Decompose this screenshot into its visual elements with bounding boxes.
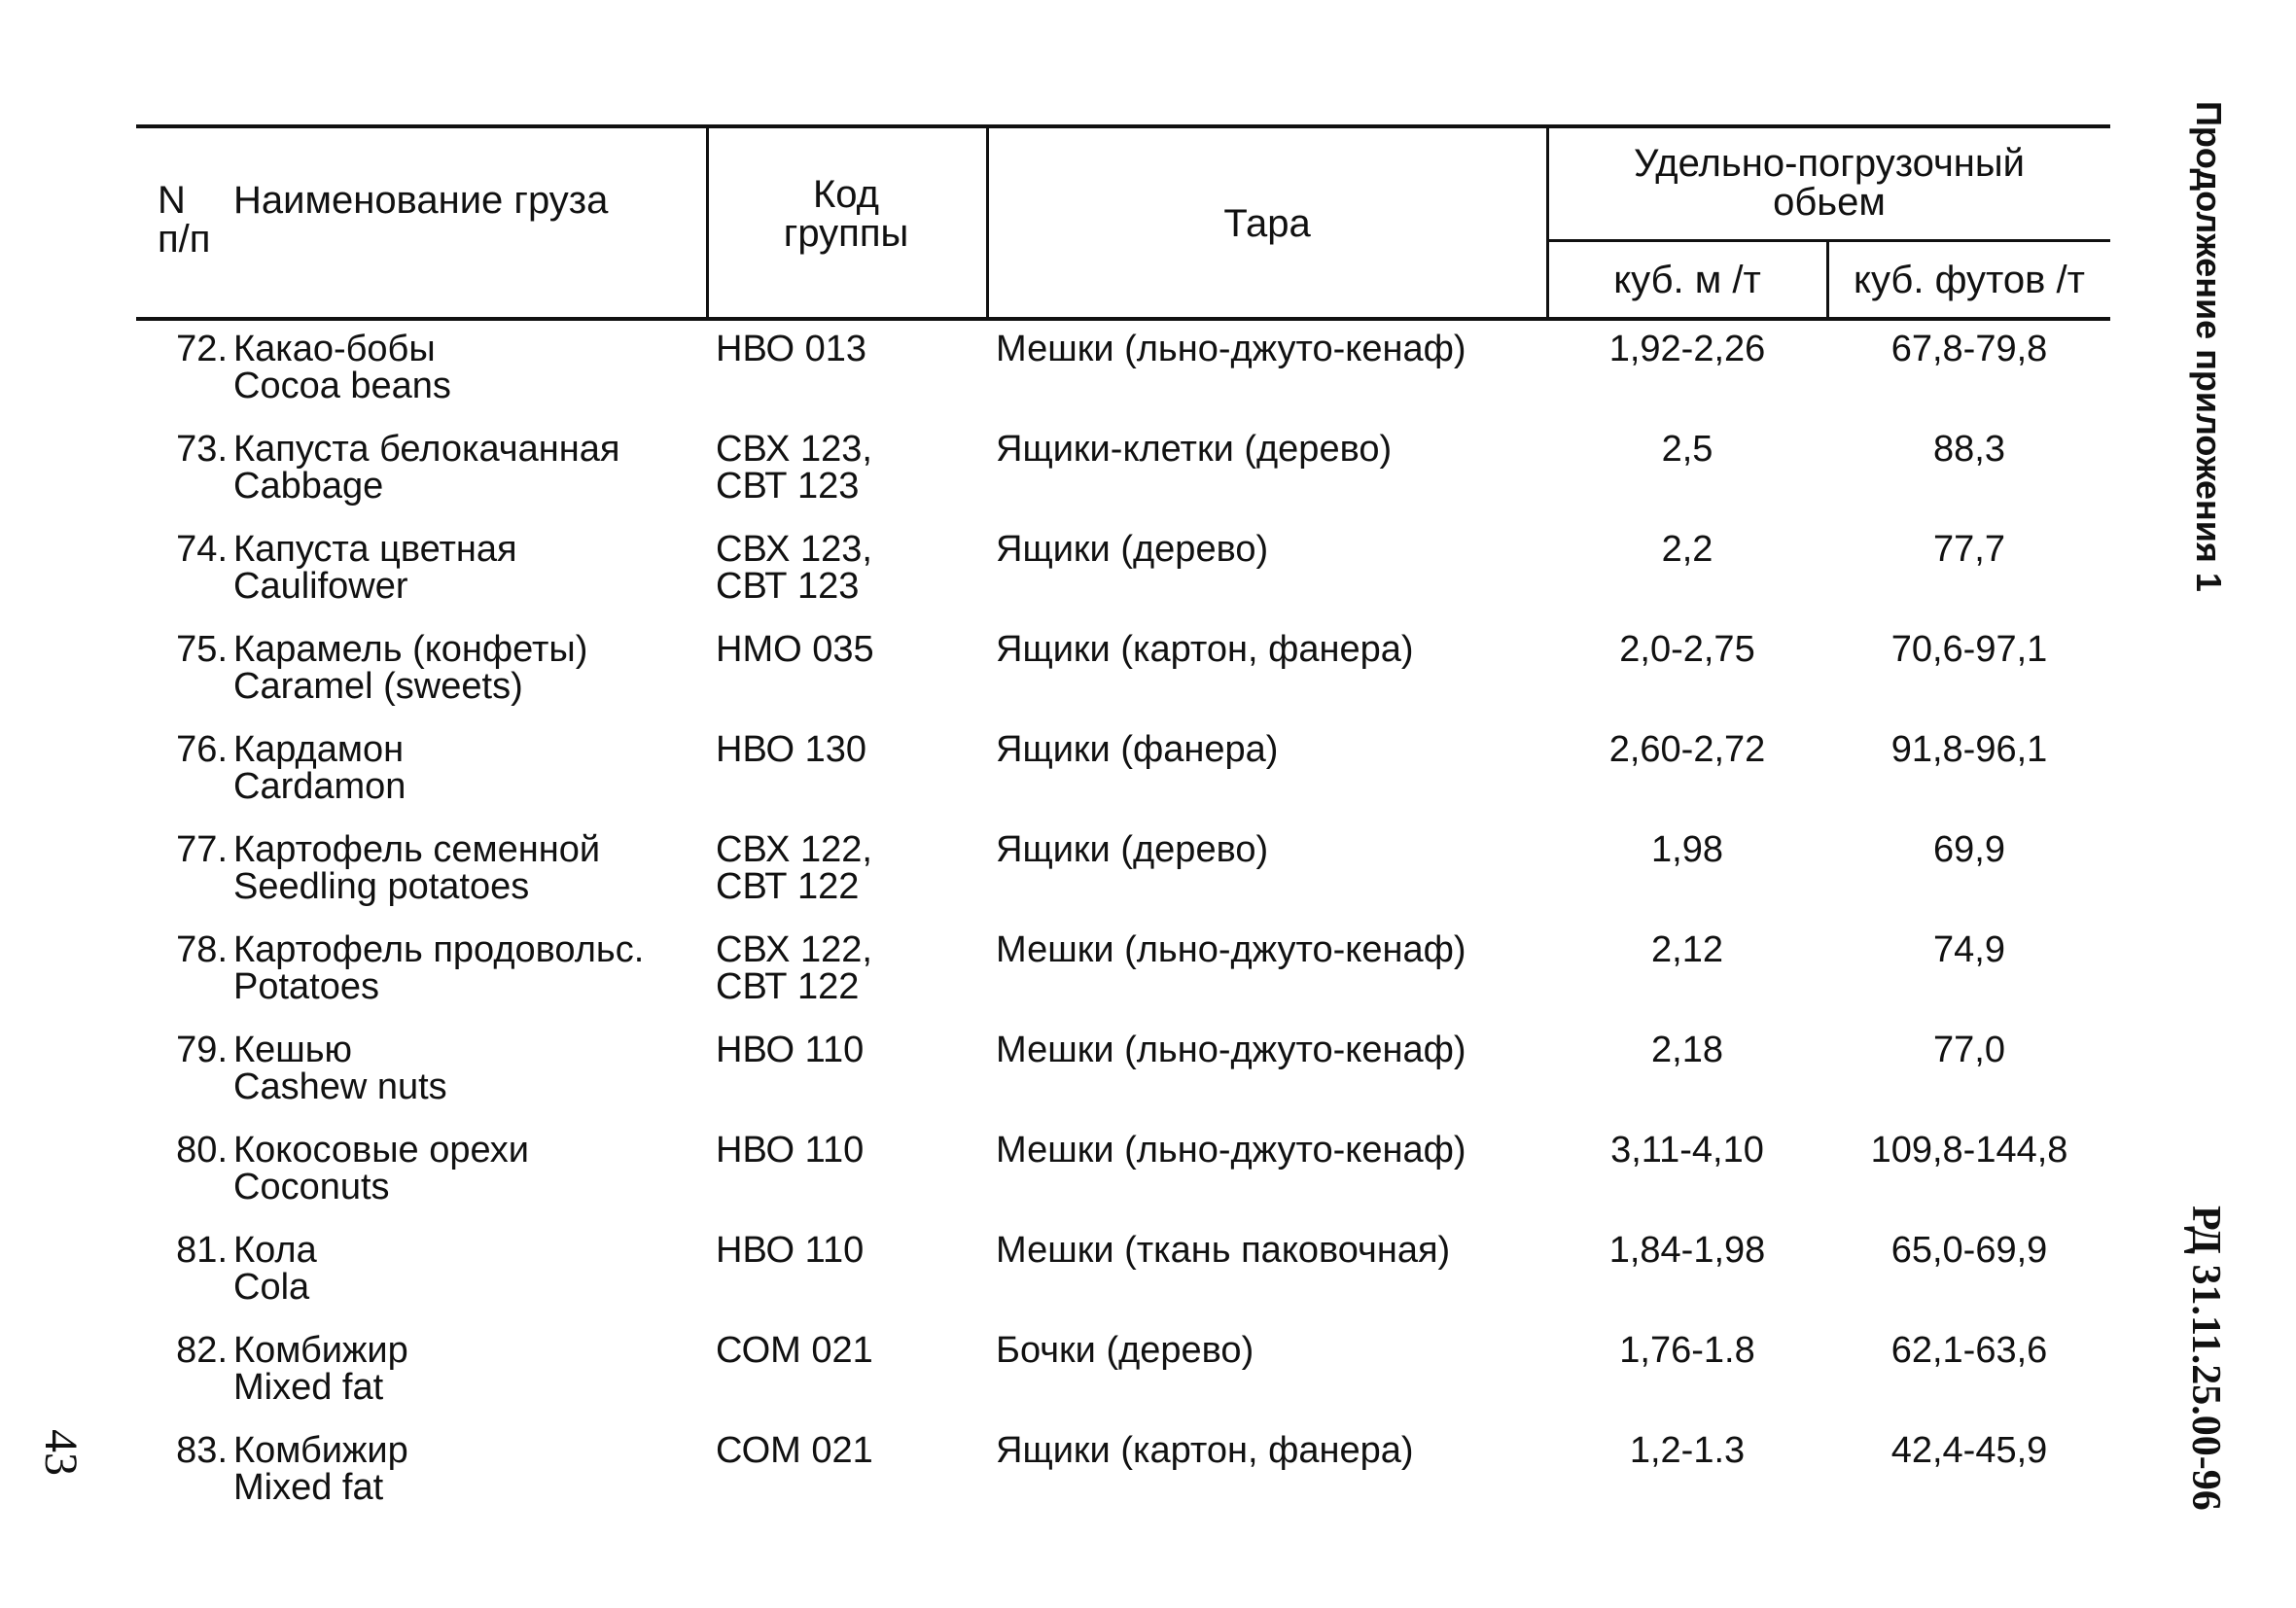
packaging: Ящики (фанера) (996, 729, 1279, 770)
group-code-line1: НМО 035 (716, 629, 874, 670)
cargo-name-english: Coconuts (233, 1167, 390, 1207)
group-code-line2: СВТ 122 (716, 966, 860, 1007)
cargo-name-english: Cabbage (233, 466, 384, 507)
cargo-name-english: Cola (233, 1267, 310, 1308)
group-code-line1: СОМ 021 (716, 1430, 873, 1471)
packaging: Ящики (дерево) (996, 829, 1269, 870)
cargo-name-russian: Картофель семенной (233, 829, 601, 870)
header-bottom-rule (136, 317, 2110, 321)
table-row (136, 531, 2110, 631)
cargo-name (233, 331, 700, 404)
group-code (716, 1432, 978, 1469)
cargo-name (233, 831, 700, 905)
header-code-line1: Код (812, 173, 879, 216)
cargo-name (233, 731, 700, 805)
header-group-code (706, 175, 986, 253)
group-code-line1: НВО 110 (716, 1130, 865, 1171)
packaging: Мешки (льно-джуто-кенаф) (996, 929, 1466, 970)
row-number: 77. (176, 829, 228, 870)
row-number: 81. (176, 1230, 228, 1271)
group-code-line1: СВХ 123, (716, 529, 872, 570)
cargo-name (233, 1132, 700, 1206)
table-row (136, 731, 2110, 831)
table-top-rule (136, 124, 2110, 128)
volume-subheader-rule (1548, 239, 2110, 242)
packaging: Мешки (ткань паковочная) (996, 1230, 1451, 1271)
group-code (716, 831, 978, 905)
group-code-line1: СВХ 123, (716, 429, 872, 470)
volume-cubic-feet: 70,6-97,1 (1890, 629, 2048, 670)
group-code (716, 1332, 978, 1369)
row-number: 76. (176, 729, 228, 770)
row-number: 83. (176, 1430, 228, 1471)
cargo-name (233, 1232, 700, 1306)
group-code (716, 1232, 978, 1269)
cargo-name-russian: Кола (233, 1230, 317, 1271)
group-code (716, 931, 978, 1005)
cargo-name (233, 631, 700, 705)
cargo-name-russian: Капуста цветная (233, 529, 517, 570)
cargo-name-english: Mixed fat (233, 1467, 384, 1508)
volume-cubic-meters: 2,5 (1661, 429, 1713, 470)
volume-cubic-meters: 1,84-1,98 (1608, 1230, 1766, 1271)
row-number: 82. (176, 1330, 228, 1371)
group-code-line2: СВТ 123 (716, 566, 860, 607)
group-code (716, 1031, 978, 1068)
packaging: Ящики (дерево) (996, 529, 1269, 570)
header-code-line2: группы (783, 212, 909, 255)
cargo-name-russian: Комбижир (233, 1330, 408, 1371)
cargo-name-english: Mixed fat (233, 1367, 384, 1408)
cargo-name-russian: Комбижир (233, 1430, 408, 1471)
table-row (136, 331, 2110, 431)
page-number: 43 (35, 1429, 87, 1476)
volume-cubic-meters: 1,92-2,26 (1608, 329, 1766, 369)
volume-cubic-meters: 1,98 (1651, 829, 1723, 870)
volume-cubic-feet: 109,8-144,8 (1870, 1130, 2068, 1171)
group-code-line1: НВО 013 (716, 329, 867, 369)
volume-cubic-feet: 77,0 (1933, 1030, 2005, 1070)
header-packaging: Тара (1223, 202, 1311, 245)
group-code-line2: СВТ 123 (716, 466, 860, 507)
table-row (136, 1132, 2110, 1232)
row-number: 79. (176, 1030, 228, 1070)
packaging: Ящики (картон, фанера) (996, 1430, 1414, 1471)
cargo-name-russian: Кешью (233, 1030, 353, 1070)
packaging: Мешки (льно-джуто-кенаф) (996, 329, 1466, 369)
header-number-line2: п/п (158, 218, 211, 261)
table-row (136, 431, 2110, 531)
volume-cubic-meters: 3,11-4,10 (1610, 1130, 1764, 1171)
header-cargo-name: Наименование груза (233, 179, 609, 222)
group-code-line1: НВО 110 (716, 1230, 865, 1271)
group-code-line1: НВО 110 (716, 1030, 865, 1070)
cargo-name (233, 1332, 700, 1406)
appendix-continuation-label: Продолжение приложения 1 (2189, 101, 2229, 592)
volume-cubic-meters: 2,0-2,75 (1619, 629, 1755, 670)
group-code-line1: НВО 130 (716, 729, 867, 770)
cargo-name (233, 431, 700, 505)
volume-cubic-feet: 91,8-96,1 (1890, 729, 2048, 770)
volume-cubic-meters: 2,60-2,72 (1608, 729, 1766, 770)
cargo-name-russian: Карамель (конфеты) (233, 629, 588, 670)
header-number-line1: N (158, 179, 186, 222)
cargo-name-english: Caulifower (233, 566, 408, 607)
cargo-name (233, 1031, 700, 1105)
row-number: 72. (176, 329, 228, 369)
group-code (716, 331, 978, 367)
packaging: Ящики (картон, фанера) (996, 629, 1414, 670)
cargo-name-english: Cashew nuts (233, 1066, 447, 1107)
table-row (136, 1031, 2110, 1132)
cargo-name-russian: Кардамон (233, 729, 405, 770)
row-number: 80. (176, 1130, 228, 1171)
group-code (716, 531, 978, 605)
row-number: 75. (176, 629, 228, 670)
packaging: Ящики-клетки (дерево) (996, 429, 1393, 470)
group-code-line1: СОМ 021 (716, 1330, 873, 1371)
volume-cubic-feet: 69,9 (1933, 829, 2005, 870)
table-row (136, 931, 2110, 1031)
cargo-name-english: Potatoes (233, 966, 379, 1007)
volume-cubic-feet: 74,9 (1933, 929, 2005, 970)
volume-cubic-meters: 1,76-1.8 (1619, 1330, 1755, 1371)
table-row (136, 1332, 2110, 1432)
volume-cubic-feet: 62,1-63,6 (1890, 1330, 2048, 1371)
volume-cubic-meters: 1,2-1.3 (1629, 1430, 1746, 1471)
packaging: Мешки (льно-джуто-кенаф) (996, 1130, 1466, 1171)
cargo-name-english: Caramel (sweets) (233, 666, 523, 707)
cargo-name-russian: Кокосовые орехи (233, 1130, 529, 1171)
volume-cubic-meters: 2,12 (1651, 929, 1723, 970)
group-code (716, 431, 978, 505)
table-row (136, 1432, 2110, 1532)
cargo-name-russian: Какао-бобы (233, 329, 436, 369)
group-code-line1: СВХ 122, (716, 929, 872, 970)
row-number: 78. (176, 929, 228, 970)
document-code: РД 31.11.25.00-96 (2183, 1206, 2228, 1511)
table-row (136, 831, 2110, 931)
cargo-name-russian: Картофель продовольс. (233, 929, 645, 970)
volume-cubic-meters: 2,18 (1651, 1030, 1723, 1070)
cargo-name (233, 531, 700, 605)
cargo-name (233, 1432, 700, 1506)
row-number: 74. (176, 529, 228, 570)
volume-cubic-feet: 77,7 (1933, 529, 2005, 570)
cargo-name-russian: Капуста белокачанная (233, 429, 620, 470)
volume-cubic-feet: 65,0-69,9 (1890, 1230, 2048, 1271)
packaging: Бочки (дерево) (996, 1330, 1254, 1371)
table-row (136, 631, 2110, 731)
cargo-name-english: Seedling potatoes (233, 866, 530, 907)
volume-cubic-feet: 42,4-45,9 (1890, 1430, 2048, 1471)
volume-cubic-feet: 67,8-79,8 (1890, 329, 2048, 369)
table-body (136, 331, 2110, 1532)
group-code (716, 731, 978, 768)
header-number (158, 181, 210, 259)
header-cubic-meters: куб. м /т (1613, 259, 1761, 301)
group-code-line2: СВТ 122 (716, 866, 860, 907)
packaging: Мешки (льно-джуто-кенаф) (996, 1030, 1466, 1070)
cargo-name (233, 931, 700, 1005)
header-stowage-volume (1548, 144, 2110, 222)
group-code-line1: СВХ 122, (716, 829, 872, 870)
group-code (716, 1132, 978, 1169)
header-cubic-feet: куб. футов /т (1854, 259, 2085, 301)
table-row (136, 1232, 2110, 1332)
header-volume-line1: Удельно-погрузочный (1634, 142, 2025, 185)
header-volume-line2: обьем (1773, 181, 1886, 224)
volume-cubic-meters: 2,2 (1661, 529, 1713, 570)
cargo-name-english: Cardamon (233, 766, 406, 807)
group-code (716, 631, 978, 668)
row-number: 73. (176, 429, 228, 470)
cargo-name-english: Cocoa beans (233, 366, 451, 406)
volume-cubic-feet: 88,3 (1933, 429, 2005, 470)
